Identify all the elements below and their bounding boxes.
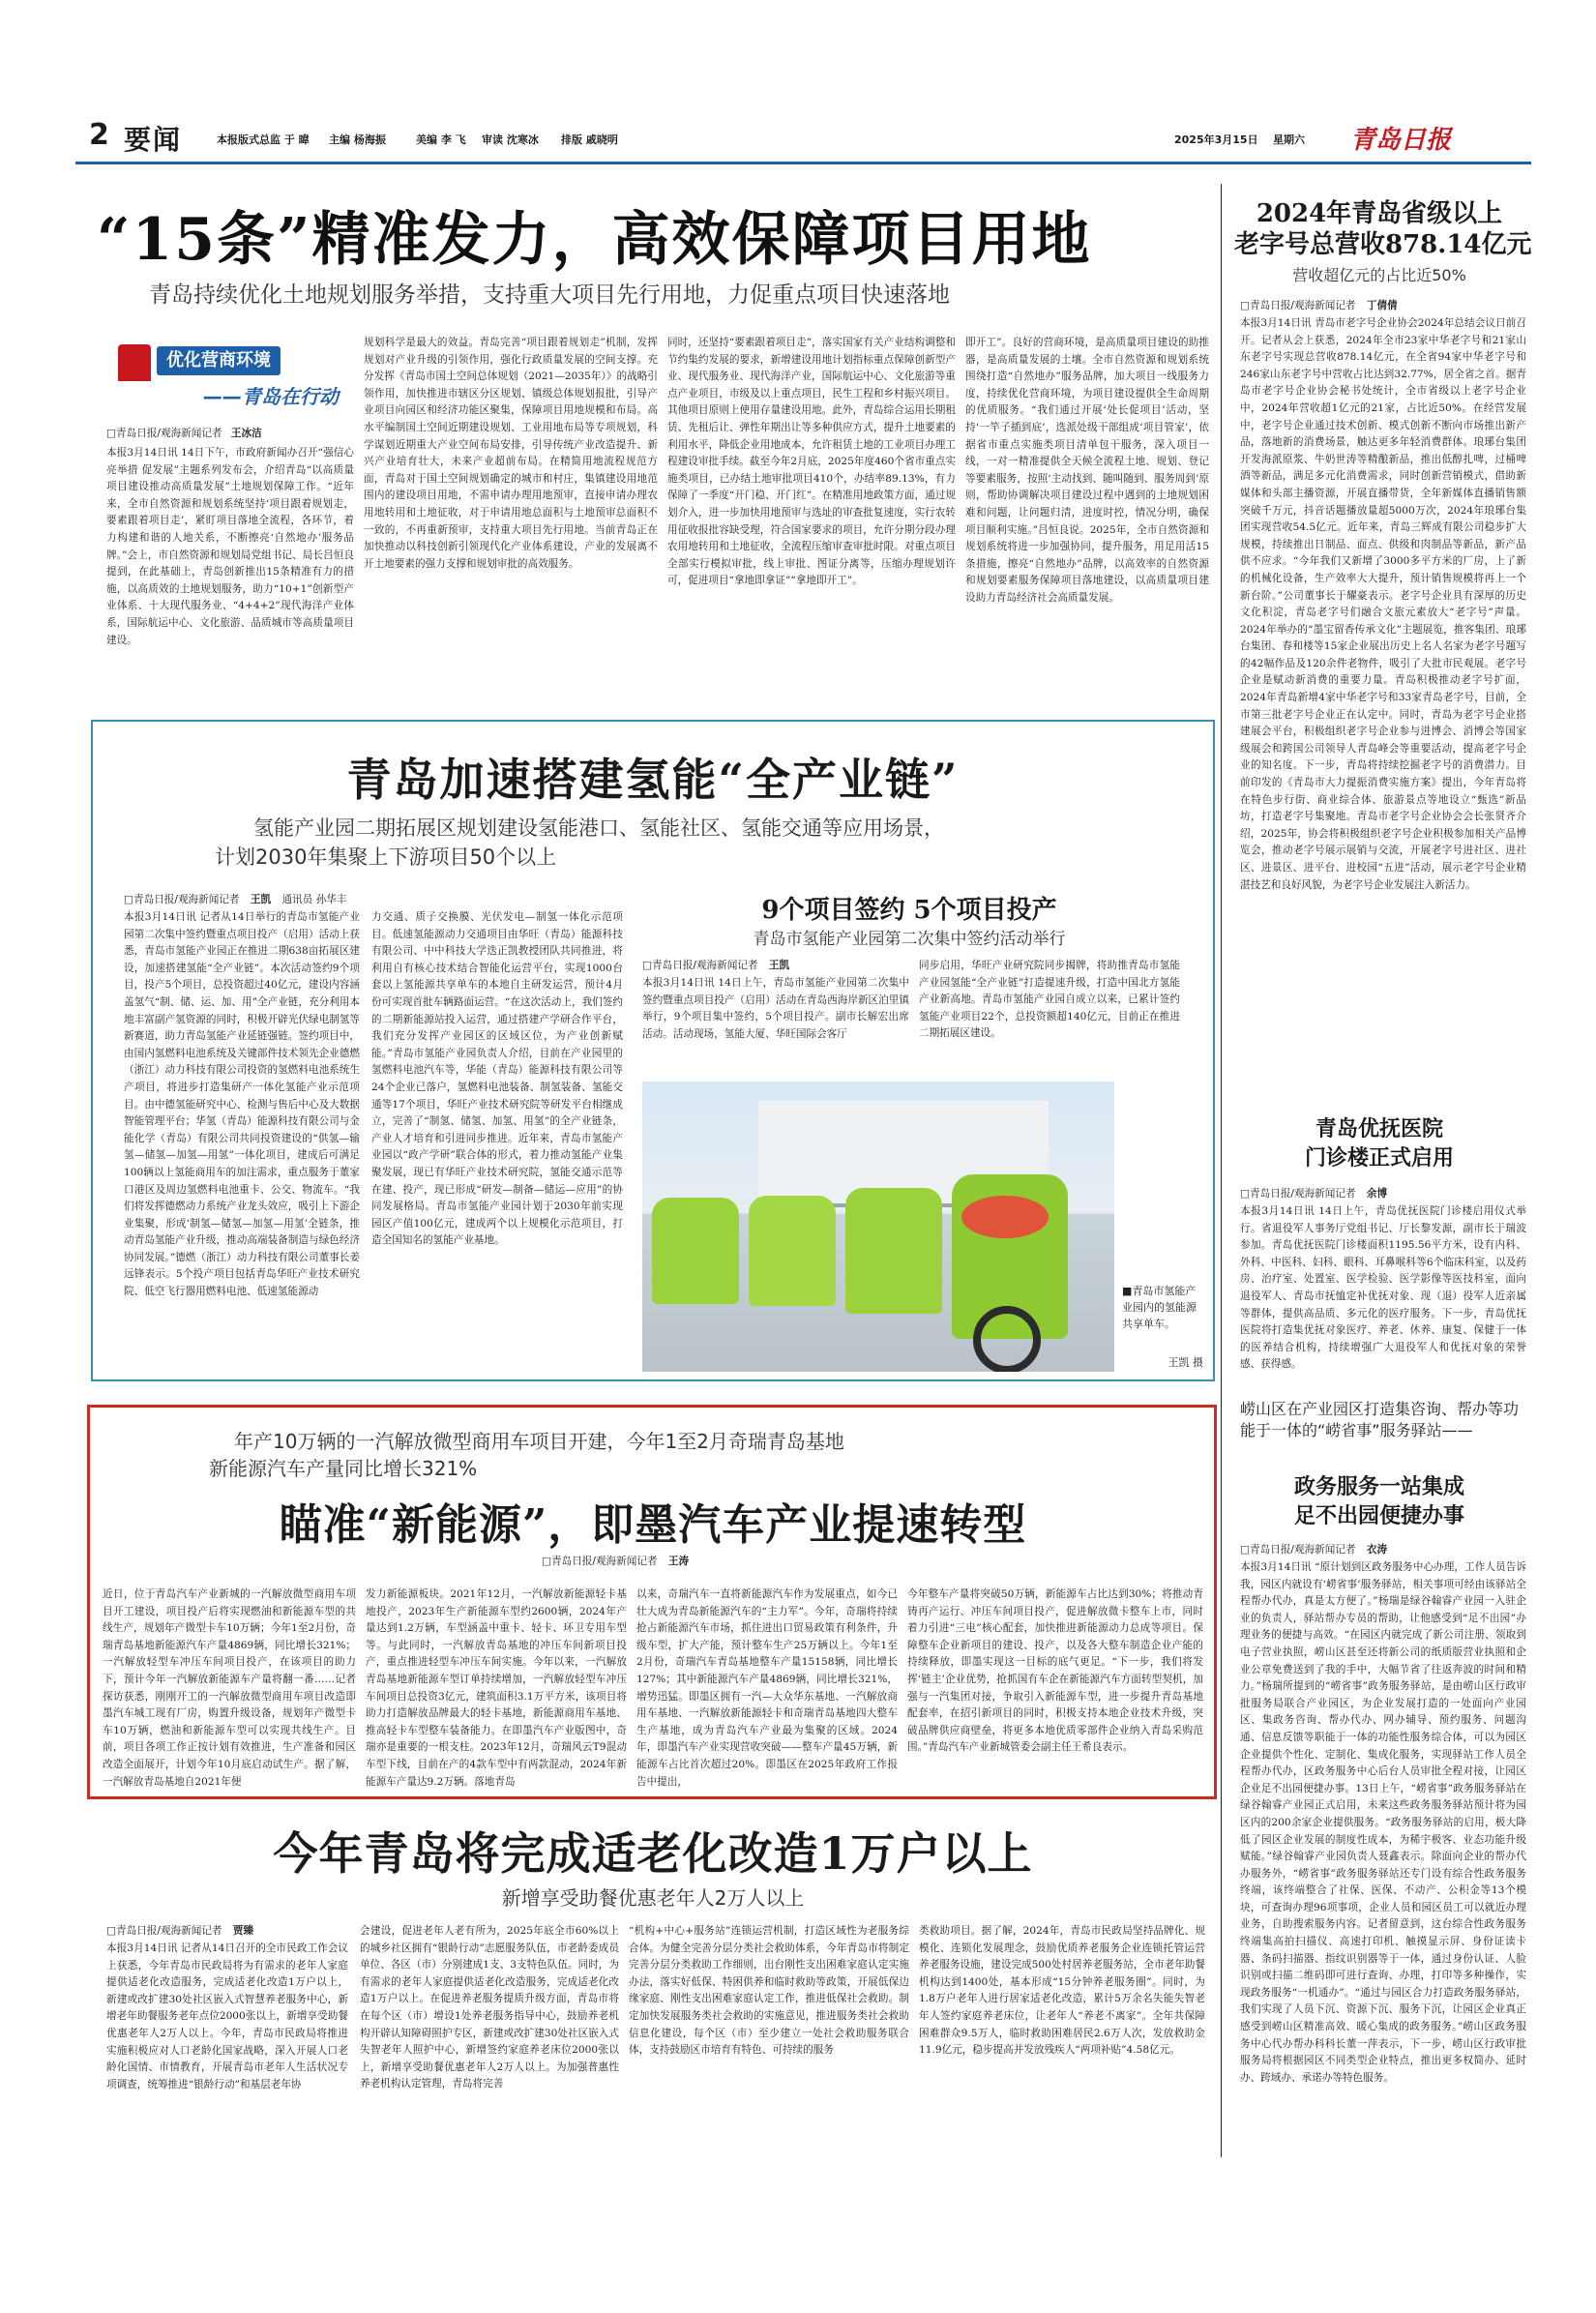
byline-reporter: 王凯 bbox=[250, 894, 272, 905]
sidebar1-body: 本报3月14日讯 青岛市老字号企业协会2024年总结会议日前召开。记者从会上获悉，2024年全市23家中华老字号和21家山东老字号实现总营收878.14亿元，在全省94家中华老字号和246家山东老字号中营收占比达到32.77%，居全省之首。据青岛市老字号企业协会秘书处统计，全市省级以上老字号企业中，2024年营收超1亿元的21家，占比近50%。在经营发展中，老字号企业通过技术创新、模式创新不断向市场推出新产品，落地新的消费场景，触达更多年轻消费群体。琅琊台集团开发海派原浆、牛奶世涛等精酿新品，推出低醇扎啤，过桶啤酒等新品，满足多元化消费需求，同时创新营销模式，借助新媒体和头部主播资源，开展直播带货，全年新媒体直播销售额突破千万元，抖音话题播放量超5000万次，2024年琅琊台集团实现营收54.5亿元。近年来，青岛三辉成有限公司稳步扩大规模，持续推出日制品、面点、供级和肉制品等新品，新产品供不应求。“今年我们又新增了3000多平方米的厂房，上了新的机械化设备，生产效率大大提升，预计销售规模将再上一个新台阶。”公司董事长于耀豪表示。老字号企业具有深厚的历史文化积淀，青岛老字号们融合文旅元素放大“老字号”声量。2024年举办的“墨宝留香传承文化”主题展览，推客集团、琅琊台集团、春和楼等15家企业展出历史上名人名家为老字号题写的42幅作品及120余件老物件，吸引了大批市民观展。老字号企业是赋动新消费的重要力量。青岛积极推动老字号扩面，2024年青岛新增4家中华老字号和33家青岛老字号，目前，全市第三批老字号企业正在认定中。同时，青岛为老字号企业搭建展会平台，积极组织老字号企业参与进博会、消博会等国家级展会和跨国公司领导人青岛峰会等重要活动，提高老字号企业的知名度。下一步，青岛将持续挖掘老字号的消费潜力。目前印发的《青岛市大力提振消费实施方案》提出，今年青岛将在特色步行街、商业综合体、旅游景点等地设立“甄选”新品坊，打造老字号集聚地。青岛市老字号企业协会会长张贤齐介绍，2025年，协会将积极组织老字号企业积极参加相关产品博览会，推动老字号展示展销与交流，开展老字号进社区、进社区、进景区、进平台、进校园“五进”活动，展示老字号企业精湛技艺和良好风貌，为老字号企业发展注入新活力。 bbox=[1240, 317, 1526, 891]
story3-kicker-2: 新能源汽车产量同比增长321% bbox=[209, 1457, 478, 1480]
byline-source: □青岛日报/观海新闻记者 bbox=[1240, 1188, 1356, 1200]
badge-line1: 优化营商环境 bbox=[166, 350, 271, 371]
bike-1 bbox=[652, 1198, 739, 1304]
story1-badge bbox=[114, 341, 356, 410]
story1-subhead: 青岛持续优化土地规划服务举措，支持重大项目先行用地，力促重点项目快速落地 bbox=[149, 282, 950, 308]
issue-date: 2025年3月15日 bbox=[1174, 133, 1258, 146]
story1-column-4: 即开工”。良好的营商环境，是高质量项目建设的助推器，是高质量发展的土壤。全市自然资源和规划系统围绕打造“自然地办”服务品牌，加大项目一线服务力度，持续优化营商环境，为项目建设提供全生命周期的优质服务。“我们通过开展‘处长促项目’活动，坚持‘一竿子插到底’，选派处级干部组成‘项目管家’，依据省市重点实施类项目清单包干服务，深入项目一线，一对一精准提供全天候全流程土地、规划、登记等要素服务，按照‘主动找到、随叫随到、服务周到’原则，帮助协调解决项目建设过程中遇到的土地规划困难和问题，让问题归清，进度时控，情况分明，确保项目顺利实施。”吕恒良说。2025年，全市自然资源和规划系统将进一步加强协同，提升服务，用足用活15条措施，擦亮“自然地办”品牌，以高效率的自然资源和规划要素服务保障项目落地建设，以高质量项目建设助力青岛经济社会高质量发展。 bbox=[965, 337, 1209, 604]
byline-source: □青岛日报/观海新闻记者 bbox=[1240, 300, 1356, 311]
byline-reporter: 丁倩倩 bbox=[1366, 300, 1398, 311]
sidebar1-headline-1: 2024年青岛省级以上 bbox=[1256, 199, 1503, 228]
byline-source: □青岛日报/观海新闻记者 bbox=[124, 894, 240, 905]
story4-column-1: 本报3月14日讯 记者从14日召开的全市民政工作会议上获悉，今年青岛市民政局将为有需求的老年人家庭提供适老化改造服务，完成适老化改造1万户以上，新建或改扩建30处社区嵌入式智慧养老服务中心，新增老年助餐服务老年点位2000张以上，新增享受助餐优惠老年人2万人以上。今年，青岛市民政局将推进实施积极应对人口老龄化国家战略，深入开展人口老龄化国情、市情教育，开展青岛市老年人生活状况专项调查，统筹推进“银龄行动”和基层老年协 bbox=[106, 1942, 348, 2091]
byline-source: □青岛日报/观海新闻记者 bbox=[106, 1925, 222, 1937]
byline-source: □青岛日报/观海新闻记者 bbox=[542, 1556, 658, 1567]
story3-byline bbox=[542, 1554, 832, 1570]
story3-column-1: 近日，位于青岛汽车产业新城的一汽解放微型商用车项目开工建设，项目投产后将实现燃油和新能源车型的共线生产，规划年产微型卡车10万辆；今年1至2月份，奇瑞青岛基地新能源汽车产量4869辆，同比增长321%；一汽解放轻型车冲压车间项目投产，在该项目的助力下，预计今年一汽解放新能源车产量将翻一番……记者探访获悉，刚刚开工的一汽解放微型商用车项目改造即墨汽车城工现有厂房，购置升级设备，规划年产微型卡车10万辆，燃油和新能源车型可以实现共线生产。目前，项目各项工作正按计划有效推进，生产准备和园区改造全面展开，计划今年10月底启动试生产。据了解，一汽解放青岛基地自2021年便 bbox=[103, 1588, 356, 1788]
story3-column-3: 以来，奇瑞汽车一直将新能源汽车作为发展重点，如今已壮大成为青岛新能源汽车的“主力军”。今年，奇瑞将持续抢占新能源汽车市场，抓住进出口贸易政策有利条件，升级车型，扩大产能，预计整车生产25万辆以上。今年1至2月份，奇瑞汽车青岛基地整车产量15158辆，同比增长127%；其中新能源汽车产量4869辆，同比增长321%，增势迅猛。即墨区拥有一汽—大众华东基地、一汽解放商用车基地、一汽解放新能源轻卡和奇瑞青岛基地四大整车生产基地，成为青岛汽车产业最为集聚的区域。2024年，即墨汽车产业实现营收突破——整车产量45万辆，新能源车占比首次超过20%。即墨区在2025年政府工作报告中提出， bbox=[636, 1588, 898, 1788]
staff-3: 美编 李 飞 bbox=[416, 133, 466, 146]
photo-credit: 王凯 摄 bbox=[1167, 1356, 1203, 1369]
sidebar2-byline bbox=[1240, 1186, 1526, 1202]
bike-2 bbox=[749, 1196, 836, 1306]
issue-weekday: 星期六 bbox=[1273, 133, 1305, 146]
sidebar3-headline-1: 政务服务一站集成 bbox=[1293, 1474, 1464, 1499]
story1-column-3: 同时，还坚持“要素跟着项目走”，落实国家有关产业结构调整和节约集约发展的要求，新增建设用地计划指标重点保障创新型产业、现代服务业、现代海洋产业，国际航运中心、文化旅游等重点产业项目，市级及以上重点项目，民生工程和乡村振兴项目。其他项目原则上使用存量建设用地。此外，青岛综合运用长期租赁、先租后让、弹性年期出让等多种供应方式，提升土地要素的利用水平，降低企业用地成本，允许租赁土地的工业项目办理工程建设审批手续。截至今年2月底，2025年度460个省市重点实施类项目，已办结土地审批项目410个，办结率89.13%，有力保障了一季度“开门稳、开门红”。在精准用地政策方面，通过规划介入，进一步加快用地预审与选址的审查批复速度，实行农转用征收报批容缺受理，符合国家要求的项目，允许分期分段办理农用地转用和土地征收，全流程压缩审查审批时限。对重点项目全部实行模拟审批，线上审批、图证分离等，压缩办理规划许可，促进项目“拿地即拿证”“拿地即开工”。 bbox=[667, 337, 956, 587]
section-title: 要闻 bbox=[124, 124, 183, 156]
photo-caption: ■青岛市氢能产业园内的氢能源共享单车。 bbox=[1122, 1285, 1197, 1330]
story1-byline bbox=[106, 426, 358, 442]
sidebar-divider bbox=[1221, 184, 1222, 2157]
story2-subhead-1: 氢能产业园二期拓展区规划建设氢能港口、氢能社区、氢能交通等应用场景， bbox=[253, 816, 944, 840]
story2-box-subtitle: 青岛市氢能产业园第二次集中签约活动举行 bbox=[753, 930, 1066, 949]
bike-wheel bbox=[973, 1306, 1041, 1372]
staff-1: 本报版式总监 于 暐 bbox=[217, 133, 310, 146]
bike-basket bbox=[961, 1196, 1049, 1238]
sidebar3-intro: 崂山区在产业园区打造集咨询、帮办等功能于一体的“崂省事”服务驿站—— bbox=[1240, 1400, 1520, 1439]
byline-source: □青岛日报/观海新闻记者 bbox=[106, 428, 222, 439]
badge-building-icon bbox=[118, 344, 151, 381]
story1-column-1: 本报3月14日讯 14日下午，市政府新闻办召开“强信心 亮举措 促发展”主题系列发布会，介绍青岛“以高质量项目建设推动高质量发展”土地规划保障工作。“近年来，全市自然资源和规划系统坚持‘项目跟着规划走，要素跟着项目走’，紧盯项目落地全流程，各环节，着力构建和谐的人地关系，不断擦亮‘自然地办’服务品牌。”会上，市自然资源和规划局党组书记、局长吕恒良提到，在此基础上，青岛创新推出15条精准有力的措施，以高质效的土地规划服务，助力“10+1”创新型产业体系、十大现代服务业、“4+4+2”现代海洋产业体系，国际航运中心、文化旅游、品质城市等高质量项目建设。 bbox=[106, 447, 354, 646]
byline-source: □青岛日报/观海新闻记者 bbox=[642, 960, 758, 971]
story4-byline bbox=[106, 1923, 377, 1940]
story2-box-title: 9个项目签约 5个项目投产 bbox=[761, 896, 1057, 925]
page-number: 2 bbox=[89, 118, 109, 152]
byline-reporter: 余博 bbox=[1366, 1188, 1388, 1200]
story3-column-4: 今年整车产量将突破50万辆，新能源车占比达到30%；将推动青铸再产运行、冲压车间项目投产，促进解放微卡整车上市，同时着力引进“三电”核心配套，加快推进新能源动力总成等项目。保障整车企业新项目的建设、投产，以及各大整车制造企业产能的持续释放，即墨实现这一目标的底气更足。“下一步，我们将发挥‘链主’企业优势，抢抓国有车企在新能源汽车方面转型契机，加强与一汽集团对接，争取引入新能源车型，进一步提升青岛基地配套率，在招引新项目的同时，积极支持本地企业技术升级，突破品牌供应商壁垒，将更多本地优质零部件企业纳入青岛采购范围。”青岛汽车产业新城管委会副主任王希良表示。 bbox=[907, 1588, 1203, 1754]
badge-line2: ——青岛在行动 bbox=[203, 385, 339, 408]
story2-subhead-2: 计划2030年集聚上下游项目50个以上 bbox=[215, 845, 557, 869]
sidebar3-body: 本报3月14日讯 “原计划到区政务服务中心办理，工作人员告诉我，园区内就设有‘崂省事’服务驿站，相关事项可经由该驿站全程帮办代办，真是太方便了。”杨瑞是绿谷翰睿产业园一入驻企业的负责人，驿站帮办专员的帮助，让他感受到“足不出园”办理业务的便捷与高效。“在园区内就完成了新公司注册、领取到电子营业执照，崂山区甚至还将新公司的纸质版营业执照和企业公章免费送到了我的手中，大幅节省了往返奔波的时间和精力。”杨瑞所提到的“崂省事”政务服务驿站，是由崂山区行政审批服务局联合产业园区，为企业发展打造的一处面向产业园区、集政务咨询、帮办代办、网办辅导、预约服务、问题沟通、信息反馈等职能于一体的功能性服务综合体，可以为园区企业提供个性化、定制化、集成化服务，实现驿站工作人员全程帮办代办，区政务服务中心后台人员审批全程对接，让园区企业足不出园便捷办事。13日上午，“崂省事”政务服务驿站在绿谷翰睿产业园正式启用，未来这些政务服务驿站预计将为园区内的200余家企业提供服务。“政务服务驿站的启用，极大降低了园区企业发展的制度性成本，为稀宇极客、业态功能升级赋能。”绿谷翰睿产业园负责人聂鑫表示。除面向企业的帮办代办服务外，“崂省事”政务服务驿站还专门设有综合性政务服务终端，该终端整合了社保、医保、不动产、公积金等13个模块，可查询办理96项事项，企业人员和园区员工可以就近办理业务，自助搜索服务内容。记者留意到，这台综合性政务服务终端集高拍扫描仪、高速打印机、触摸显示屏、身份证读卡器、条码扫描器、指纹识别器等于一体，通过身份认证、人脸识别或扫描二维码即可进行查询、办理，打印等多种操作，实现政务服务“一机通办”。“通过与园区合力打造政务服务驿站，我们实现了人员下沉、资源下沉、服务下沉，让园区企业真正感受到崂山区精准高效、暖心集成的政务服务。”崂山区政务服务中心代办帮办科科长董一萍表示，下一步，崂山区行政审批服务局将根据园区不同类型企业特点，推出更多权简办、延时办、跨域办、承诺办等特色服务。 bbox=[1240, 1561, 1526, 2084]
story2-column-1: 本报3月14日讯 记者从14日举行的青岛市氢能产业园第二次集中签约暨重点项目投产（启用）活动上获悉，青岛市氢能产业园正在推进二期638亩拓展区建设，加速搭建氢能“全产业链”。本次活动签约9个项目，投产5个项目，总投资超过40亿元，建设内容涵盖氢气“制、储、运、加、用”全产业链，充分利用本地丰富副产氢资源的同时，积极开辟光伏绿电制氢等新赛道，助力青岛氢能产业延链强链。签约项目中，由国内氢燃料电池系统及关键部件技术领先企业德燃（浙江）动力科技有限公司投资的氢燃料电池系统生产项目，将进步打造集研产一体化氢能产业示范项目。由中德氢能研究中心、检测与售后中心及大数据智能管理平台；华氢（青岛）能源科技有限公司与金能化学（青岛）有限公司共同投资建设的“供氢—输氢—储氢—加氢—用氢”一体化项目，建成后可满足100辆以上氢能商用车的加注需求，重点服务于董家口港区及周边氢燃料电池重卡、公交、物流车。“我们将发挥德燃动力系统产业龙头效应，吸引上下游企业集聚，形成‘制氢—储氢—加氢—用氢’全链条，推动青岛氢能产业升级，推动高端装备制造与绿色经济协同发展。”德燃（浙江）动力科技有限公司董事长姜远锋表示。5个投产项目包括青岛华旺产业技术研究院、低空飞行器用燃料电池、低速氢能源动 bbox=[124, 911, 360, 1298]
sidebar2-headline-2: 门诊楼正式启用 bbox=[1304, 1145, 1454, 1171]
badge-tag bbox=[157, 346, 281, 375]
sidebar3-byline bbox=[1240, 1542, 1526, 1558]
byline-reporter: 衣涛 bbox=[1366, 1544, 1388, 1556]
byline-reporter: 王涛 bbox=[667, 1556, 690, 1567]
story3-kicker-1: 年产10万辆的一汽解放微型商用车项目开建，今年1至2月奇瑞青岛基地 bbox=[234, 1430, 844, 1453]
byline-reporter: 贾臻 bbox=[232, 1925, 254, 1937]
masthead bbox=[75, 118, 1531, 161]
byline-source: □青岛日报/观海新闻记者 bbox=[1240, 1544, 1356, 1556]
staff-2: 主编 杨海振 bbox=[329, 133, 386, 146]
story2-column-2: 力交通、质子交换膜、光伏发电—制氢一体化示范项目。低速氢能源动力交通项目由华旺（青岛）能源科技有限公司、中中科技大学迭正凯教授团队共同推进，将利用自有核心技术结合智能化运营平台，实现1000台套以上氢能源共享单车的本地自主研发运营，预计4月份可实现首批车辆路面运营。“在这次活动上，我们签约的二期新能源站投入运营，通过搭建产学研合作平台，我们充分发挥产业园区的区域区位，为产业创新赋能。”青岛市氢能产业园负责人介绍，目前在产业园里的氢燃料电池汽车等，华能（青岛）能源科技有限公司等24个企业已落户，氢燃料电池装备、制氢装备、氢能交通等17个项目，华旺产业技术研究院等研发平台相继成立，完善了“制氢、储氢、加氢、用氢”的全产业链条，产业人才培育和引进同步推进。近年来，青岛市氢能产业园以“政产学研”联合体的形式，着力推动氢能产业集聚发展，现已有华旺产业技术研究院，氢能交通示范等在建、投产，现已形成“研发—制备—储运—应用”的协同发展格局。青岛市氢能产业园计划于2030年前实现园区产值100亿元，建成两个以上规模化示范项目，打造全国知名的氢能产业基地。 bbox=[371, 911, 623, 1247]
bike-3 bbox=[845, 1188, 942, 1314]
story2-box-byline bbox=[642, 958, 894, 974]
byline-extra: 通讯员 孙华丰 bbox=[281, 894, 347, 905]
sidebar1-byline bbox=[1240, 298, 1526, 314]
story4-column-2: 会建设，促进老年人老有所为，2025年底全市60%以上的城乡社区拥有“银龄行动”志愿服务队伍，市老龄委成员单位、各区（市）分别建成1支、3支特色队伍。同时，为有需求的老年人家庭提供适老化改造服务，完成适老化改造1万户以上。在促进养老服务提质升级方面，青岛市将在每个区（市）增设1处养老服务指导中心，鼓励养老机构开辟认知障碍照护专区，新建或改扩建30处社区嵌入式失智老年人照护中心，新增签约家庭养老床位2000张以上，新增享受助餐优惠老年人2万人以上。为加强普惠性养老机构认定管理，青岛将完善 bbox=[360, 1925, 619, 2091]
story1-column-2: 规划科学是最大的效益。青岛完善“项目跟着规划走”机制，发挥规划对产业升级的引领作用，强化行政质量发展的空间支撑。充分发挥《青岛市国土空间总体规划（2021—2035年）》的战略引领作用，加快推进市辖区分区规划、镇级总体规划报批，引导产业项目向园区和经济功能区聚集，保障项目用地规模和布局。高水平编制国土空间近期建设规划、工业用地布局等专项规划，科学谋划近期重大产业空间布局安排，引导传统产业改造提升、新兴产业培育壮大，未来产业超前布局。在精简用地流程规范方面，青岛对于国土空间规划确定的城市和村庄，集镇建设用地范围内的建设项目用地，不需申请办理用地预审，直接申请办理农用地转用和土地征收，对于申请用地总面积与土地预审总面积不一致的，不再重新预审，支持重大项目先行用地。当前青岛正在加快推动以科技创新引领现代化产业体系建设，产业的发展离不开土地要素的强力支撑和规划审批的高效服务。 bbox=[364, 337, 658, 570]
sidebar2-body: 本报3月14日讯 14日上午，青岛优抚医院门诊楼启用仪式举行。省退役军人事务厅党组书记、厅长黎发源，副市长于瑞波参加。青岛优抚医院门诊楼面积1195.56平方米，设有内科、外科、中医科、妇科、眼科、耳鼻喉科等6个临床科室，以及药房、治疗室、处置室、医学检验、医学影像等医技科室，面向退役军人、青岛市抚恤定补优抚对象、现（退）役军人近亲属等群体，提供高品质、多元化的医疗服务。下一步，青岛优抚医院将打造集优抚对象医疗、养老、休养、康复、保健于一体的医养结合机构，持续增强广大退役军人和优抚对象的荣誉感、获得感。 bbox=[1240, 1205, 1526, 1371]
story3-column-2: 发力新能源板块。2021年12月，一汽解放新能源轻卡基地投产，2023年生产新能源车型约2600辆，2024年产量达到1.2万辆，车型涵盖中重卡、轻卡、环卫专用车型等。与此同时，一汽解放青岛基地的冲压车间新项目投产，重点推进轻型车冲压车间实施。今年以来，一汽解放青岛基地新能源车型订单持续增加，一汽解放轻型车冲压车间项目总投资3亿元，建筑面积3.1万平方米，该项目将助力打造解放品牌最大的轻卡基地，新能源商用车基地、推高轻卡车型整车装备能力。在即墨汽车产业版图中，奇瑞亦是重要的一根支柱。2023年12月，奇瑞风云T9混动车型下线，目前在产的4款车型中有两款混动，2024年新能源车产量达9.2万辆。落地青岛 bbox=[366, 1588, 627, 1788]
sidebar3-headline-2: 足不出园便捷办事 bbox=[1293, 1503, 1464, 1528]
story4-column-3: “机构+中心+服务站”连锁运营机制，打造区域性为老服务综合体。为健全完善分层分类社会救助体系，今年青岛市将制定完善分层分类救助工作细则，出台刚性支出困难家庭认定实施办法，落实好低保、特困供养和临时救助等政策，开展低保边缘家庭、刚性支出困难家庭认定工作，推进低保社会救助。制定加快发展服务类社会救助的实施意见，推进服务类社会救助信息化建设，每个区（市）至少建立一处社会救助服务联合体，支持鼓励区市培育有特色、可持续的服务 bbox=[629, 1925, 909, 2057]
byline-reporter: 王凯 bbox=[768, 960, 790, 971]
story4-column-4: 类救助项目。据了解，2024年，青岛市民政局坚持品牌化、规模化、连锁化发展理念，鼓励优质养老服务企业连锁托管运营养老服务设施，建设完成500处村居养老服务站，全市老年助餐机构达到1400处，基本形成“15分钟养老服务圈”。同时，为1.8万户老年人进行居家适老化改造，累计5万余名失能失智老年人签约家庭养老床位，让老年人“养老不离家”。全年共保障困难群众9.5万人，临时救助困难居民2.6万人次，发放救助金11.9亿元，稳步提高并发放残疾人“两项补贴”4.58亿元。 bbox=[919, 1925, 1205, 2057]
byline-reporter: 王冰洁 bbox=[230, 428, 262, 439]
paper-logo: 青岛日报 bbox=[1350, 126, 1452, 155]
hydrogen-bike-photo bbox=[642, 1082, 1114, 1372]
story4-headline: 今年青岛将完成适老化改造1万户以上 bbox=[273, 1827, 1033, 1880]
staff-5: 排版 戚晓明 bbox=[561, 133, 618, 146]
masthead-rule bbox=[75, 162, 1531, 164]
story1-headline: “15条”精准发力，高效保障项目用地 bbox=[97, 206, 1092, 274]
story3-headline: 瞄准“新能源”，即墨汽车产业提速转型 bbox=[279, 1500, 1027, 1550]
story2-headline: 青岛加速搭建氢能“全产业链” bbox=[346, 754, 960, 806]
story4-subhead: 新增享受助餐优惠老年人2万人以上 bbox=[501, 1886, 805, 1910]
story2-box-column-1: 本报3月14日讯 14日上午，青岛市氢能产业园第二次集中签约暨重点项目投产（启用）活动在青岛西海岸新区泊里镇举行，9个项目集中签约，5个项目投产。副市长解宏出席活动。活动现场，氢能大厦、华旺国际会客厅 bbox=[642, 977, 909, 1040]
staff-4: 审读 沈寒冰 bbox=[482, 133, 539, 146]
sidebar1-headline-2: 老字号总营收878.14亿元 bbox=[1234, 230, 1532, 259]
sidebar2-headline-1: 青岛优抚医院 bbox=[1315, 1116, 1443, 1142]
story2-byline bbox=[124, 892, 433, 908]
sidebar1-subhead: 营收超亿元的占比近50% bbox=[1292, 266, 1466, 284]
story2-box-column-2: 同步启用，华旺产业研究院同步揭牌，将助推青岛市氢能产业园氢能“全产业链”打造提速升级，打造中国北方氢能产业新高地。青岛市氢能产业园自成立以来，已累计签约氢能产业项目22个，总投资额超140亿元，目前正在推进二期拓展区建设。 bbox=[919, 960, 1180, 1040]
